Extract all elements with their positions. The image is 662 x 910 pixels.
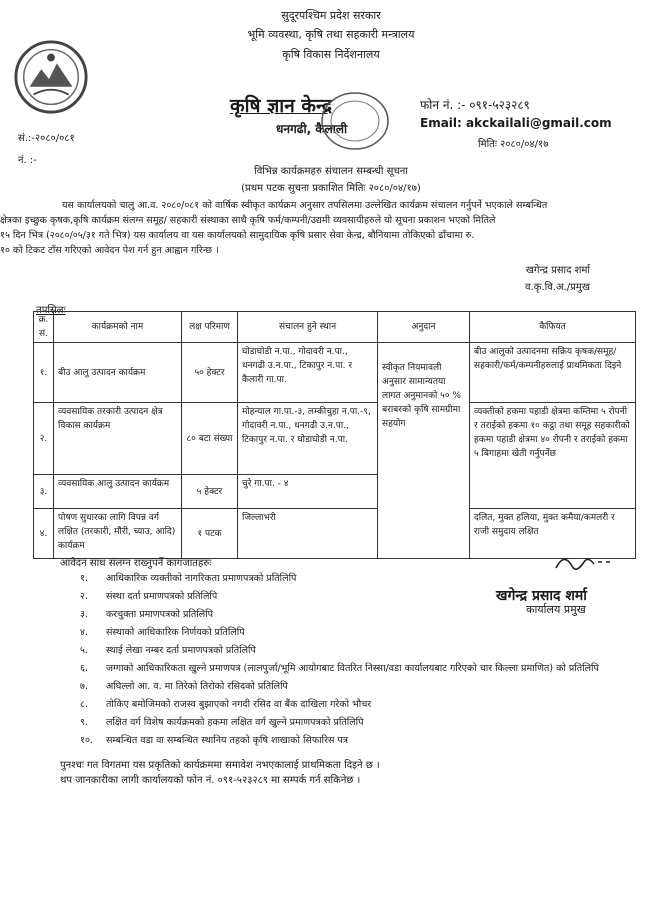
notice-subtitle: (प्रथम पटक सुचना प्रकाशित मितिः २०८०/०४/१७) xyxy=(241,183,421,194)
header-sn: क्र. सं. xyxy=(34,312,54,343)
item-text: स्थाई लेखा नम्बर दर्ता प्रमाणपत्रको प्रतिलिपि xyxy=(106,645,256,656)
office-phone: फोन नं. :- ०९१-५२३२८९ xyxy=(420,98,530,112)
item-text: अघिल्लो आ. व. मा तिरेको तिरोको रसिदको प्रतिलिपि xyxy=(106,681,288,692)
row-location: घोडाघोडी न.पा., गोदावरी न.पा., धनगढी उ.न.पा., टिकापुर न.पा. र कैलारी गा.पा. xyxy=(238,343,378,403)
row-remarks: दलित, मुक्त हलिया, मुक्त कमैया/कमलरी र राजी समुदाय लक्षित xyxy=(470,509,636,559)
notice-line: यस कार्यालयको चालु आ.व. २०८०/०८१ को वार्षिक स्वीकृत कार्यक्रम अनुसार तपसिलमा उल्लेखित कार्यक्रम संचालन गर्नुपर्ने भएकाले सम्बन्धित xyxy=(62,200,548,211)
header-program: कार्यक्रमको नाम xyxy=(54,312,182,343)
row-program: व्यवसायिक तरकारी उत्पादन क्षेत्र विकास कार्यक्रम xyxy=(54,403,182,475)
row-sn: १. xyxy=(34,343,54,403)
footer-note-priority: पुनश्चः गत विगतमा यस प्रकृतिको कार्यक्रममा समावेश नभएकालाई प्राथमिकता दिइने छ । xyxy=(60,760,380,771)
item-text: संस्था दर्ता प्रमाणपत्रको प्रतिलिपि xyxy=(106,591,218,602)
list-item xyxy=(80,734,640,748)
item-number: ५. xyxy=(80,645,88,656)
dispatch-number: नं. :- xyxy=(18,155,37,166)
grant-cell: स्वीकृत नियमावली अनुसार सामान्यतया लागत अनुमानको ५० % बराबरको कृषि सामग्रीमा सहयोग xyxy=(378,343,470,559)
list-item xyxy=(80,626,640,640)
office-stamp-icon xyxy=(318,88,392,154)
row-target: ८० बटा संख्या xyxy=(182,403,238,475)
letter-date: मितिः २०८०/०४/१७ xyxy=(478,139,549,150)
footer-note-contact: थप जानकारीका लागी कार्यालयको फोन नं. ०९१-५२३२८९ मा सम्पर्क गर्न सकिनेछ । xyxy=(60,775,361,786)
signatory-title: व.कृ.वि.अ./प्रमुख xyxy=(525,282,590,293)
row-remarks: बीउ आलुको उत्पादनमा सक्रिय कृषक/समूह/सहकारी/फर्म/कम्पनीहरुलाई प्राथमिकता दिइने xyxy=(470,343,636,403)
signatory-name: खगेन्द्र प्रसाद शर्मा xyxy=(525,265,590,276)
row-sn: ३. xyxy=(34,475,54,509)
row-target: १ पटक xyxy=(182,509,238,559)
table-row xyxy=(34,343,636,403)
item-number: ३. xyxy=(80,609,88,620)
row-location: मोहन्याल गा.पा.-३, लम्कीचुहा न.पा.-९, गोदावरी न.पा., धनगढी उ.न.पा., टिकापुर न.पा. र घोडाघोडी न.पा. xyxy=(238,403,378,475)
item-text: लक्षित वर्ग विशेष कार्यक्रमको हकमा लक्षित वर्ग खुल्ने प्रमाणपत्रको प्रतिलिपि xyxy=(106,717,364,728)
list-item xyxy=(80,716,640,730)
item-number: १०. xyxy=(80,735,93,746)
row-program: पोषण सुधारका लागि विपन्न वर्ग लक्षित (तरकारी, मौरी, च्याउ, आदि) कार्यक्रम xyxy=(54,509,182,559)
item-text: करचुक्ता प्रमाणपत्रको प्रतिलिपि xyxy=(106,609,214,620)
item-text: आधिकारिक व्यक्तीको नागरिकता प्रमाणपत्रको प्रतिलिपि xyxy=(106,573,297,584)
list-item xyxy=(80,662,640,676)
item-text: संस्थाको आधिकारिक निर्णयको प्रतिलिपि xyxy=(106,627,245,638)
item-number: १. xyxy=(80,573,88,584)
list-item xyxy=(80,644,640,658)
item-text: जग्गाको आधिकारिकता खुल्ने प्रमाणपत्र (लालपुर्जा/भूमि आयोगबाट वितरित निस्सा/वडा कार्यालयबाट गरिएको चार किल्ला प्रमाणित) को प्रतिलिपि xyxy=(106,663,599,674)
office-chief-title: कार्यालय प्रमुख xyxy=(526,603,586,616)
header-line-3: कृषि विकास निर्देशनालय xyxy=(282,48,380,61)
item-text: सम्बन्धित वडा वा सम्बन्धित स्थानिय तहको कृषि शाखाको सिफारिस पत्र xyxy=(106,735,349,746)
notice-line: १५ दिन भित्र (२०८०/०५/३१ गते भित्र) यस कार्यालय वा यस कार्यालयको सामुदायिक कृषि प्रसार सेवा केन्द्र, बौनियामा तोकिएको ढाँचामा रु. xyxy=(0,230,475,241)
reference-number: सं.:-२०८०/०८१ xyxy=(18,133,75,144)
notice-line: १० को टिकट टाँस गरिएको आवेदन पेश गर्न हुन आह्वान गरिन्छ । xyxy=(0,245,219,256)
row-sn: २. xyxy=(34,403,54,475)
row-target: ५० हेक्टर xyxy=(182,343,238,403)
row-sn: ४. xyxy=(34,509,54,559)
row-location: जिल्लाभरी xyxy=(238,509,378,559)
row-target: ५ हेक्टर xyxy=(182,475,238,509)
item-number: ८. xyxy=(80,699,88,710)
header-remarks: कैफियत xyxy=(470,312,636,343)
row-program: बीउ आलु उत्पादन कार्यक्रम xyxy=(54,343,182,403)
program-table xyxy=(33,311,636,559)
item-number: २. xyxy=(80,591,88,602)
table-row xyxy=(34,403,636,475)
row-remarks: व्यक्तीको हकमा पहाडी क्षेत्रमा कम्तिमा ५ रोपनी र तराईको हकमा १० कट्ठा तथा समूह सहकारीको हकमा पहाडी क्षेत्रमा ४० रोपनी र तराईको हकमा ५ बिगाहमा खेती गर्नुपर्नेछ xyxy=(470,403,636,509)
office-place: धनगढी, कैलाली xyxy=(276,122,348,136)
office-email: Email: akckailali@gmail.com xyxy=(420,116,612,130)
header-line-2: भूमि व्यवस्था, कृषि तथा सहकारी मन्त्रालय xyxy=(247,28,415,41)
header-line-1: सुदूरपश्चिम प्रदेश सरकार xyxy=(281,9,381,22)
header-grant: अनुदान xyxy=(378,312,470,343)
office-chief-name: खगेन्द्र प्रसाद शर्मा xyxy=(496,588,587,604)
item-number: ४. xyxy=(80,627,88,638)
item-number: ९. xyxy=(80,717,88,728)
item-text: तोकिए बमोजिमको राजस्व बुझाएको नगदी रसिद वा बैंक दाखिला गरेको भौचर xyxy=(106,699,372,710)
notice-title: विभिन्न कार्यक्रमहरु संचालन सम्बन्धी सूचना xyxy=(254,166,408,177)
header-location: संचालन हुने स्थान xyxy=(238,312,378,343)
annex-heading: आवेदन साथ संलग्न राख्नुपर्ने कागजातहरुः xyxy=(60,558,212,569)
table-caption: तपसिलः xyxy=(36,305,66,316)
item-number: ७. xyxy=(80,681,88,692)
office-name: कृषि ज्ञान केन्द्र xyxy=(230,95,332,117)
notice-paragraph xyxy=(0,198,652,258)
row-program: व्यवसायिक आलु उत्पादन कार्यक्रम xyxy=(54,475,182,509)
list-item xyxy=(80,698,640,712)
notice-line: क्षेत्रका इच्छुक कृषक,कृषि कार्यक्रम संलग्न समूह/ सहकारी संस्थाका साथै कृषि फर्म/कम्पनी/उद्यमी व्यवसायीहरुले यो सूचना प्रकाशन भएको मितिले xyxy=(0,215,496,226)
item-number: ६. xyxy=(80,663,88,674)
list-item xyxy=(80,680,640,694)
row-location: चुरे गा.पा. - ४ xyxy=(238,475,378,509)
header-target: लक्ष परिमाण xyxy=(182,312,238,343)
